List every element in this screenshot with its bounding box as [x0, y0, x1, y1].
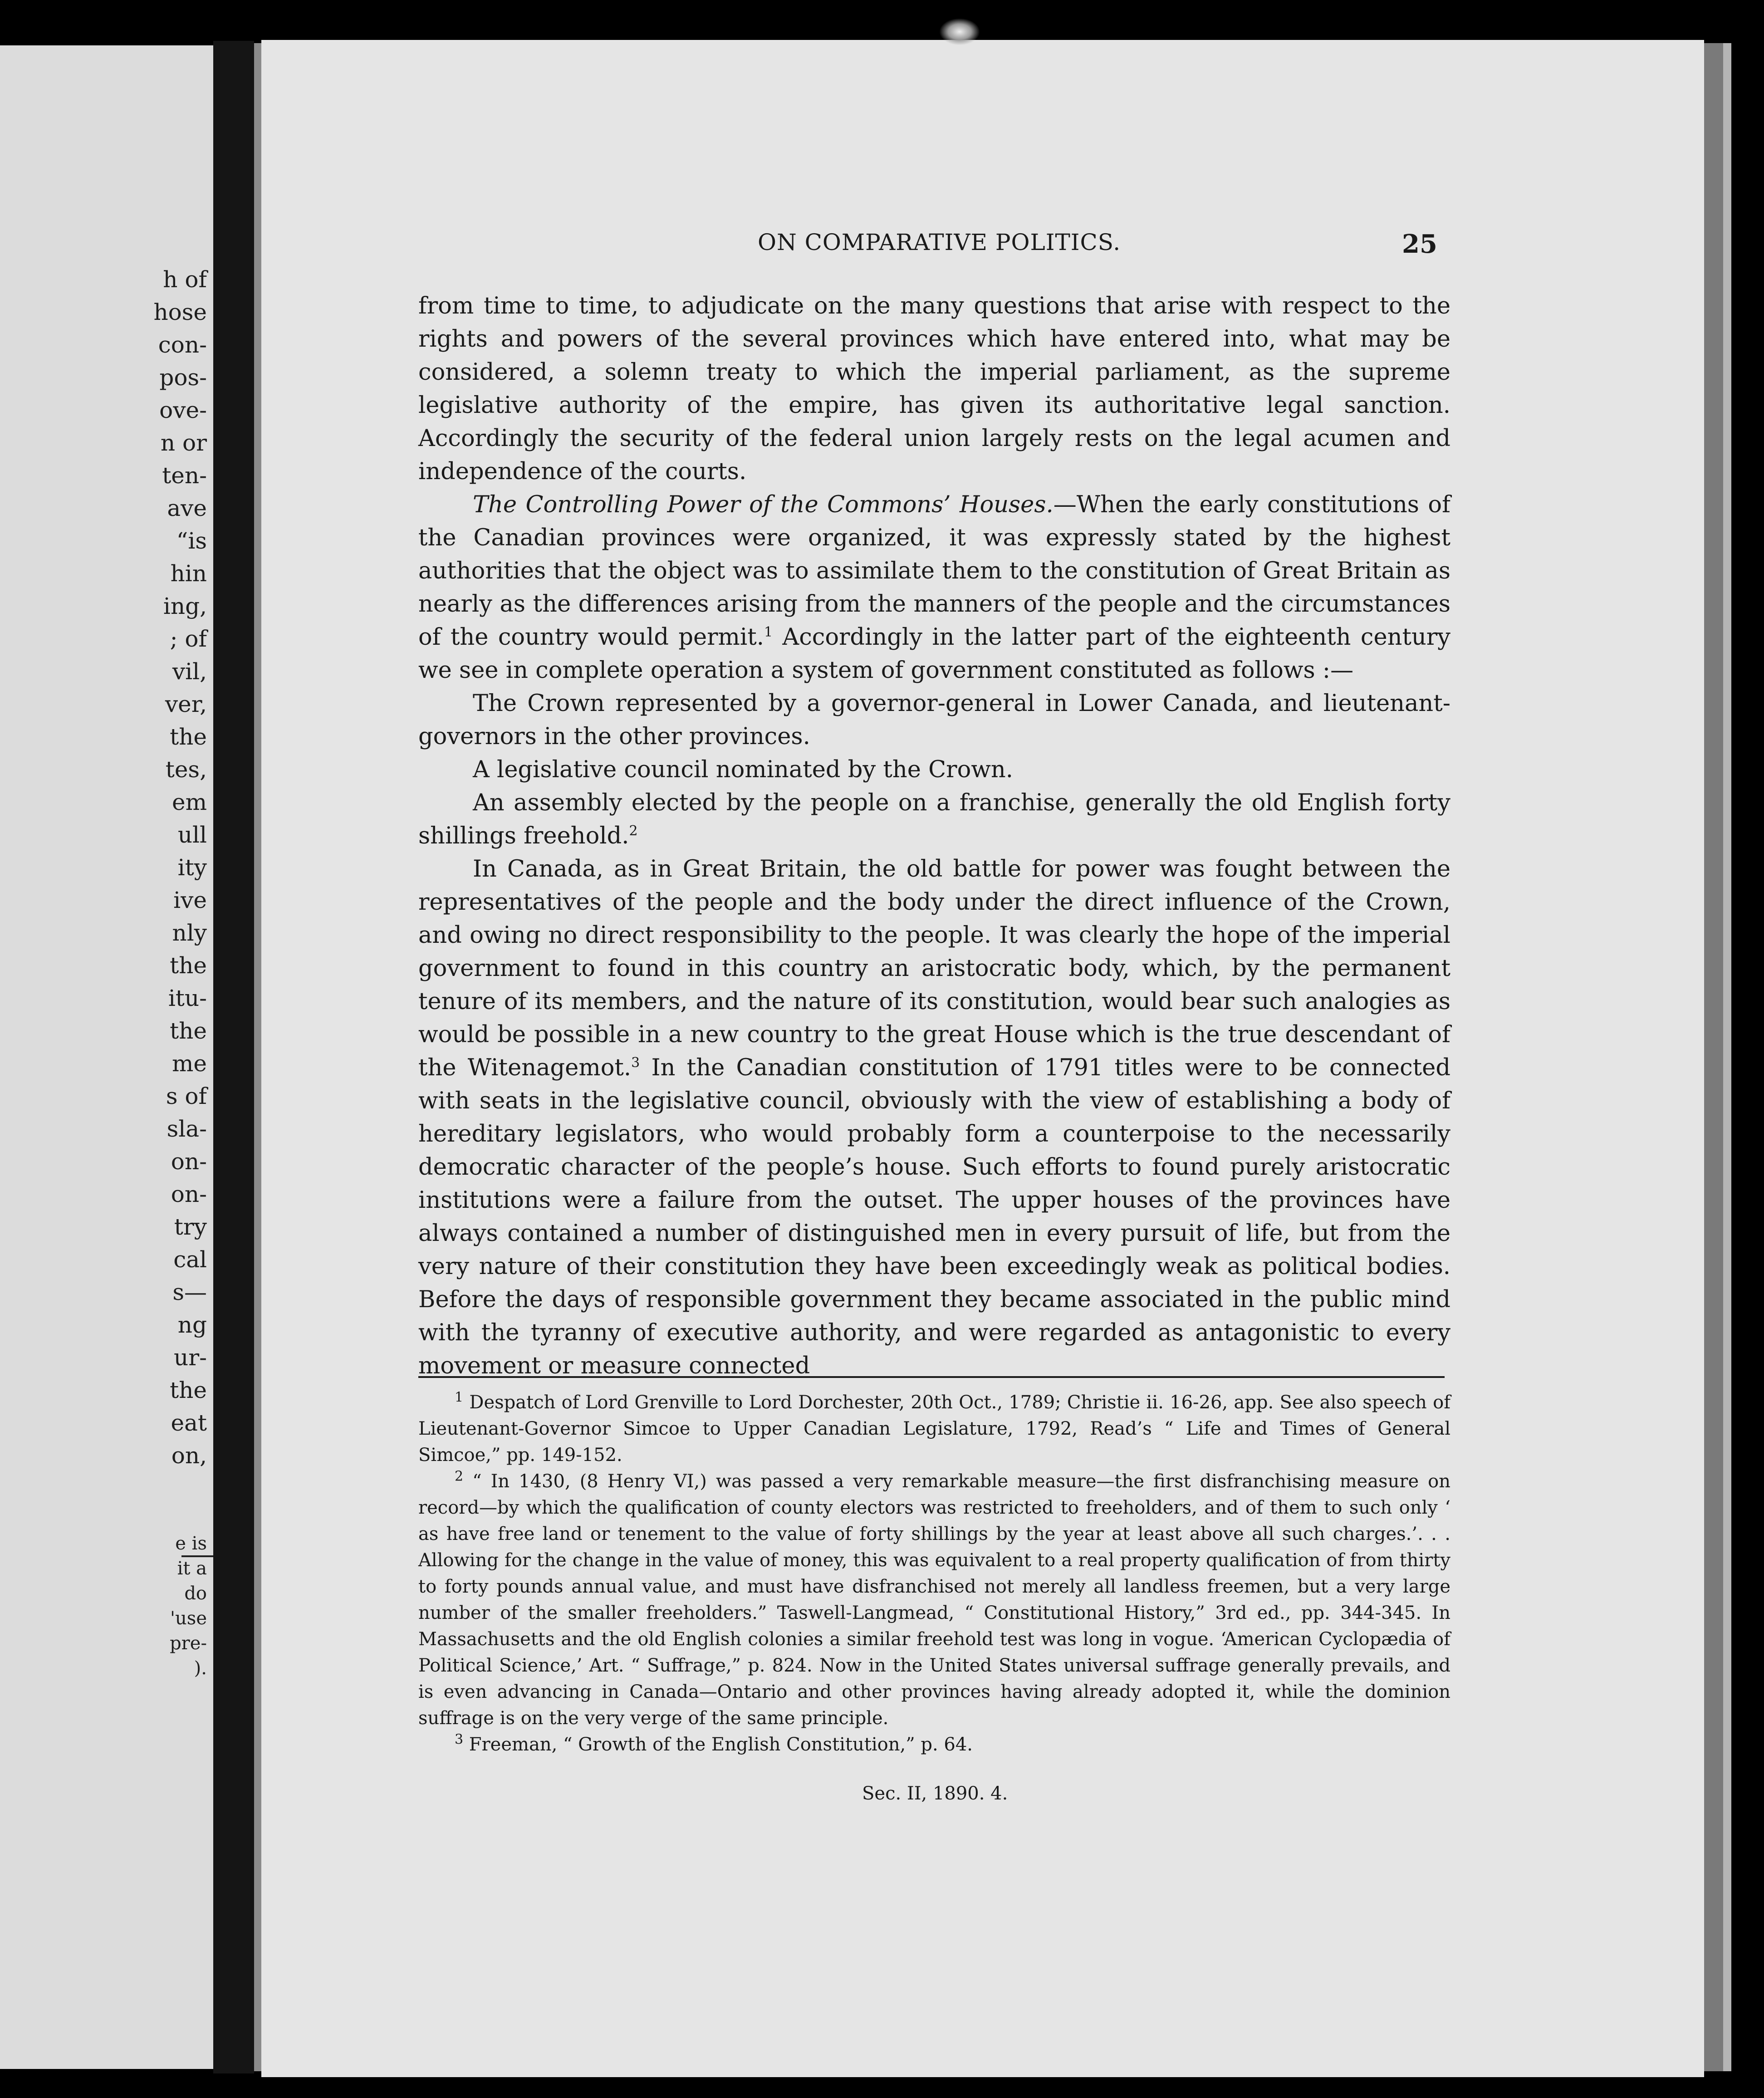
footnote-ref: 3 [631, 1055, 640, 1071]
scan-smudge [939, 18, 980, 45]
facing-page-line-fragment: ten- [162, 462, 207, 489]
footnote-divider [418, 1376, 1445, 1378]
facing-page-line-fragment: ur- [174, 1344, 207, 1371]
page-number: 25 [1402, 229, 1437, 259]
facing-page-fragment [0, 45, 213, 2069]
footnotes [418, 1389, 1450, 1758]
paragraph: The Crown represented by a governor-general in Lower Canada, and lieutenant-governors in the other provinces. [418, 690, 1450, 750]
facing-page-line-fragment: vil, [172, 658, 207, 685]
facing-page-line-fragment: ver, [165, 691, 207, 717]
facing-page-line-fragment: ). [194, 1658, 207, 1679]
footnote-ref: 1 [764, 624, 773, 640]
paragraph: from time to time, to adjudicate on the many questions that arise with respect to the rights and powers of the several provinces which have entered into, what may be considered, a solemn treaty to which the imperial parliament, as the supreme legislative authority of the empire, has given its authoritative legal sanction. Accordingly the security of the federal union largely rests on the legal acumen and independence of the courts. [418, 293, 1450, 485]
facing-page-line-fragment: nly [172, 920, 207, 946]
running-title: ON COMPARATIVE POLITICS. [758, 229, 1121, 255]
facing-page-line-fragment: e is [175, 1533, 207, 1554]
facing-page-line-fragment: try [174, 1214, 207, 1240]
footnote-text: Despatch of Lord Grenville to Lord Dorchester, 20th Oct., 1789; Christie ii. 16-26, app. See also speech of Lieutenant-Governor Simcoe to Upper Canadian Legislature, 1792, Read’s “ Life and Times of General Simcoe,” pp. 149-152. [418, 1392, 1450, 1466]
facing-page-line-fragment: the [170, 1018, 207, 1044]
footnote-1 [418, 1389, 1450, 1468]
facing-page-line-fragment: ave [167, 495, 207, 521]
facing-page-line-fragment: do [184, 1583, 207, 1604]
facing-page-line-fragment: sla- [167, 1116, 207, 1142]
facing-page-line-fragment: n or [160, 430, 207, 456]
facing-page-line-fragment: ull [177, 822, 207, 848]
facing-page-line-fragment: cal [173, 1246, 207, 1273]
facing-page-line-fragment: itu- [168, 985, 207, 1011]
body-text [418, 289, 1450, 1382]
facing-page-line-fragment: pre- [170, 1633, 207, 1654]
facing-page-line-fragment: con- [158, 332, 207, 358]
facing-page-line-fragment: the [170, 1377, 207, 1403]
facing-page-line-fragment: ity [177, 854, 207, 881]
facing-page-line-fragment: ing, [163, 593, 207, 619]
facing-page-line-fragment: ; of [170, 626, 207, 652]
facing-page-line-fragment: s of [166, 1083, 207, 1109]
facing-page-line-fragment: hin [170, 560, 207, 587]
footnote-3 [418, 1731, 1450, 1758]
facing-page-line-fragment: ove- [159, 397, 207, 423]
paragraph [418, 786, 1450, 853]
gutter-edge [254, 43, 261, 2071]
facing-page-line-fragment: s— [172, 1279, 207, 1305]
facing-page-line-fragment: the [170, 724, 207, 750]
paragraph: A legislative council nominated by the Crown. [473, 756, 1013, 783]
facing-page-footnote-rule [181, 1555, 213, 1557]
paragraph-text: In the Canadian constitution of 1791 titles were to be connected with seats in the legislative council, obviously with the view of establishing a body of hereditary legislators, who would probably form a counterpoise to the necessarily democratic character of the people’s house. Such efforts to found purely aristocratic institutions were a failure from the outset. The upper houses of the provinces have always contained a number of distinguished men in every pursuit of life, but from the very nature of their constitution they have been exceedingly weak as political bodies. Before the days of responsible government they became associated in the public mind with the tyranny of executive authority, and were regarded as antagonistic to every movement or measure connected [418, 1054, 1450, 1379]
facing-page-line-fragment: “is [176, 528, 207, 554]
facing-page-line-fragment: ive [173, 887, 207, 913]
footnote-2 [418, 1468, 1450, 1731]
signature-mark: Sec. II, 1890. 4. [862, 1783, 1008, 1804]
paragraph [418, 488, 1450, 687]
facing-page-line-fragment: ng [177, 1312, 207, 1338]
facing-page-line-fragment: the [170, 952, 207, 979]
facing-page-line-fragment: on- [171, 1148, 207, 1175]
book-gutter [213, 41, 254, 2073]
footnote-text: Freeman, “ Growth of the English Constitution,” p. 64. [463, 1734, 973, 1755]
facing-page-line-fragment: me [172, 1050, 207, 1077]
facing-page-line-fragment: em [172, 789, 207, 815]
paragraph-text: An assembly elected by the people on a franchise, generally the old English forty shillings freehold. [418, 789, 1450, 849]
page-edge [1723, 43, 1731, 2071]
facing-page-line-fragment: pos- [159, 364, 207, 391]
facing-page-line-fragment: tes, [165, 756, 207, 783]
section-heading: The Controlling Power of the Commons’ Houses. [473, 491, 1054, 518]
paragraph-text: —When the early constitutions of the Canadian provinces were organized, it was expressly stated by the highest authorities that the object was to assimilate them to the constitution of Great Britain as nearly as the differences arising from the manners of the people and the circumstances of the country would permit. [418, 491, 1450, 651]
facing-page-line-fragment: eat [171, 1410, 207, 1436]
footnote-mark: 2 [455, 1468, 464, 1485]
page-edge-shadow [1704, 43, 1723, 2071]
footnote-ref: 2 [629, 823, 638, 839]
facing-page-line-fragment: hose [153, 299, 207, 325]
paragraph-text: In Canada, as in Great Britain, the old battle for power was fought between the representatives of the people and the body under the direct influence of the Crown, and owing no direct responsibility to the people. It was clearly the hope of the imperial government to found in this country an aristocratic body, which, by the permanent tenure of its members, and the nature of its constitution, would bear such analogies as would be possible in a new country to the great House which is the true descendant of the Witenagemot. [418, 856, 1450, 1081]
facing-page-line-fragment: on- [171, 1181, 207, 1207]
footnote-mark: 3 [455, 1731, 464, 1748]
paragraph [418, 853, 1450, 1382]
footnote-mark: 1 [455, 1389, 464, 1406]
facing-page-line-fragment: h of [163, 266, 207, 293]
facing-page-line-fragment: it a [177, 1558, 207, 1579]
facing-page-line-fragment: 'use [170, 1608, 207, 1629]
facing-page-line-fragment: on, [171, 1442, 207, 1469]
footnote-text: “ In 1430, (8 Henry VI,) was passed a very remarkable measure—the first disfranchising measure on record—by which the qualification of county electors was restricted to freeholders, and of them to such only ‘ as have free land or tenement to the value of forty shillings by the year at least above all such charges.’. . . Allowing for the change in the value of money, this was equivalent to a real property qualification of from thirty to forty pounds annual value, and must have disfranchised not merely all landless freemen, but a very large number of the smaller freeholders.” Taswell-Langmead, “ Constitutional History,” 3rd ed., pp. 344-345. In Massachusetts and the old English colonies a similar freehold test was long in vogue. ‘American Cyclopædia of Political Science,’ Art. “ Suffrage,” p. 824. Now in the United States universal suffrage generally prevails, and is even advancing in Canada—Ontario and other provinces having already adopted it, while the dominion suffrage is on the very verge of the same principle. [418, 1471, 1450, 1729]
paragraph-text: Accordingly in the latter part of the eighteenth century we see in complete operation a system of government constituted as follows :— [418, 624, 1450, 684]
